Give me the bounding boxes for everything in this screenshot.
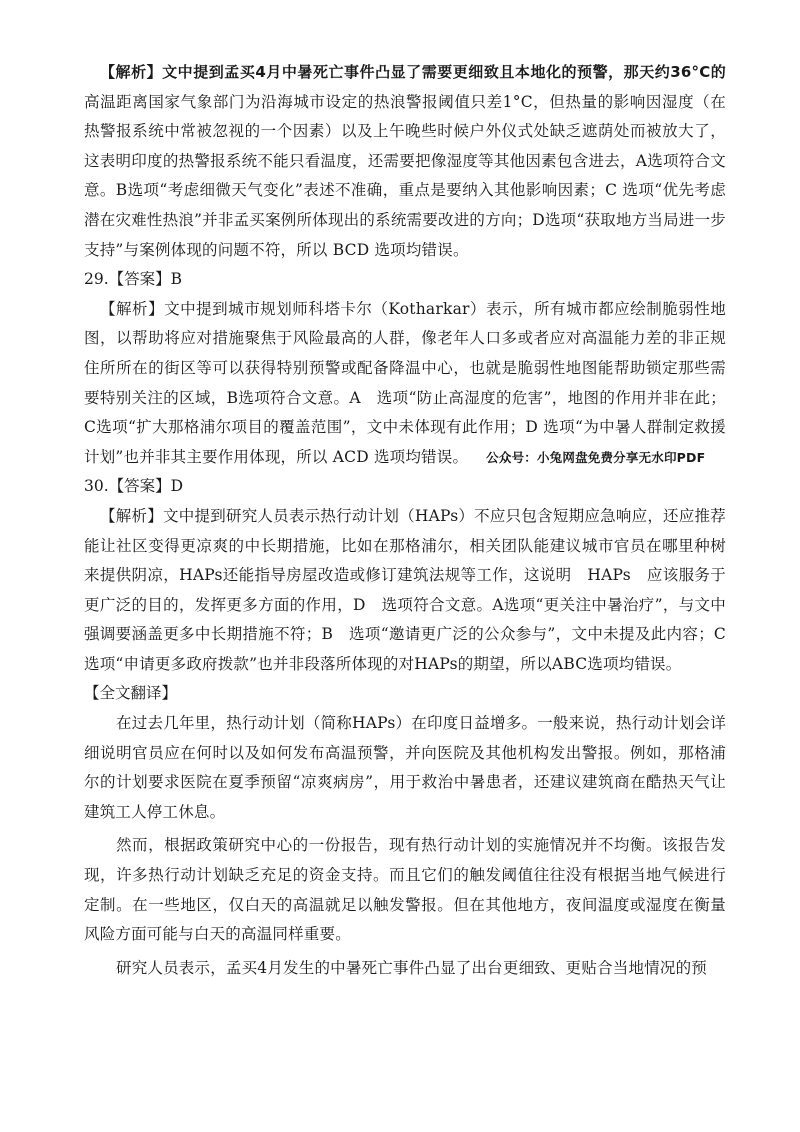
q28-analysis bbox=[84, 58, 726, 265]
q30-analysis: 【解析】文中提到研究人员表示热行动计划（HAPs）不应只包含短期应急响应，还应推荐能让社区变得更凉爽的中长期措施，比如在那格浦尔，相关团队能建议城市官员在哪里种树来提供阴凉，HAPs还能指导房屋改造或修订建筑法规等工作，这说明 HAPs 应该服务于更广泛的目的，发挥更多方面的作用，D 选项符合文意。A选项“更关注中暑治疗”，与文中强调要涵盖更多中长期措施不符；B 选项“邀请更广泛的公众参与”，文中未提及此内容；C选项“申请更多政府拨款”也并非段落所体现的对HAPs的期望，所以ABC选项均错误。 bbox=[84, 506, 726, 673]
q29-analysis-text: 【解析】文中提到城市规划师科塔卡尔（Kotharkar）表示，所有城市都应绘制脆弱性地图，以帮助将应对措施聚焦于风险最高的人群，像老年人口多或者应对高温能力差的非正规住所所在的街区等可以获得特别预警或配备降温中心，也就是脆弱性地图能帮助锁定那些需要特别关注的区域，B选项符合文意。A 选项“防止高湿度的危害”，地图的作用并非在此；C选项“扩大那格浦尔项目的覆盖范围”，文中未体现有此作用；D 选项“为中暑人群制定救援计划”也并非其主要作用体现，所以 ACD 选项均错误。 bbox=[84, 299, 726, 466]
watermark-text: 公众号：小兔网盘免费分享无水印PDF bbox=[486, 449, 706, 465]
translation-heading: 【全文翻译】 bbox=[84, 684, 178, 703]
q29-analysis bbox=[84, 295, 726, 473]
q28-analysis-rest: 高温距离国家气象部门为沿海城市设定的热浪警报阈值只差1°C，但热量的影响因湿度（在热警报系统中常被忽视的一个因素）以及上午晚些时候户外仪式处缺乏遮荫处而被放大了，这表明印度的热警报系统不能只看温度，还需要把像湿度等其他因素包含进去，A选项符合文意。B选项“考虑细微天气变化”表述不准确，重点是要纳入其他影响因素；C 选项“优先考虑潜在灾难性热浪”并非孟买案例所体现出的系统需要改进的方向；D选项“获取地方当局进一步支持”与案例体现的问题不符，所以 BCD 选项均错误。 bbox=[84, 92, 726, 259]
translation-paragraph-2: 然而，根据政策研究中心的一份报告，现有热行动计划的实施情况并不均衡。该报告发现，许多热行动计划缺乏充足的资金支持。而且它们的触发阈值往往没有根据当地气候进行定制。在一些地区，仅白天的高温就足以触发警报。但在其他地方，夜间温度或湿度在衡量风险方面可能与白天的高温同样重要。 bbox=[84, 836, 726, 944]
translation-paragraph-3: 研究人员表示，孟买4月发生的中暑死亡事件凸显了出台更细致、更贴合当地情况的预 bbox=[116, 958, 707, 977]
translation-paragraph-1: 在过去几年里，热行动计划（简称HAPs）在印度日益增多。一般来说，热行动计划会详细说明官员应在何时以及如何发布高温预警，并向医院及其他机构发出警报。例如，那格浦尔的计划要求医院在夏季预留“凉爽病房”，用于救治中暑患者，还建议建筑商在酷热天气让建筑工人停工休息。 bbox=[84, 714, 726, 821]
q29-answer: 29.【答案】B bbox=[84, 270, 183, 289]
q28-analysis-lead: 【解析】文中提到孟买4月中暑死亡事件凸显了需要更细致且本地化的预警，那天约36°C的 bbox=[100, 63, 726, 81]
q30-answer: 30.【答案】D bbox=[84, 477, 184, 496]
document-page bbox=[84, 58, 726, 983]
